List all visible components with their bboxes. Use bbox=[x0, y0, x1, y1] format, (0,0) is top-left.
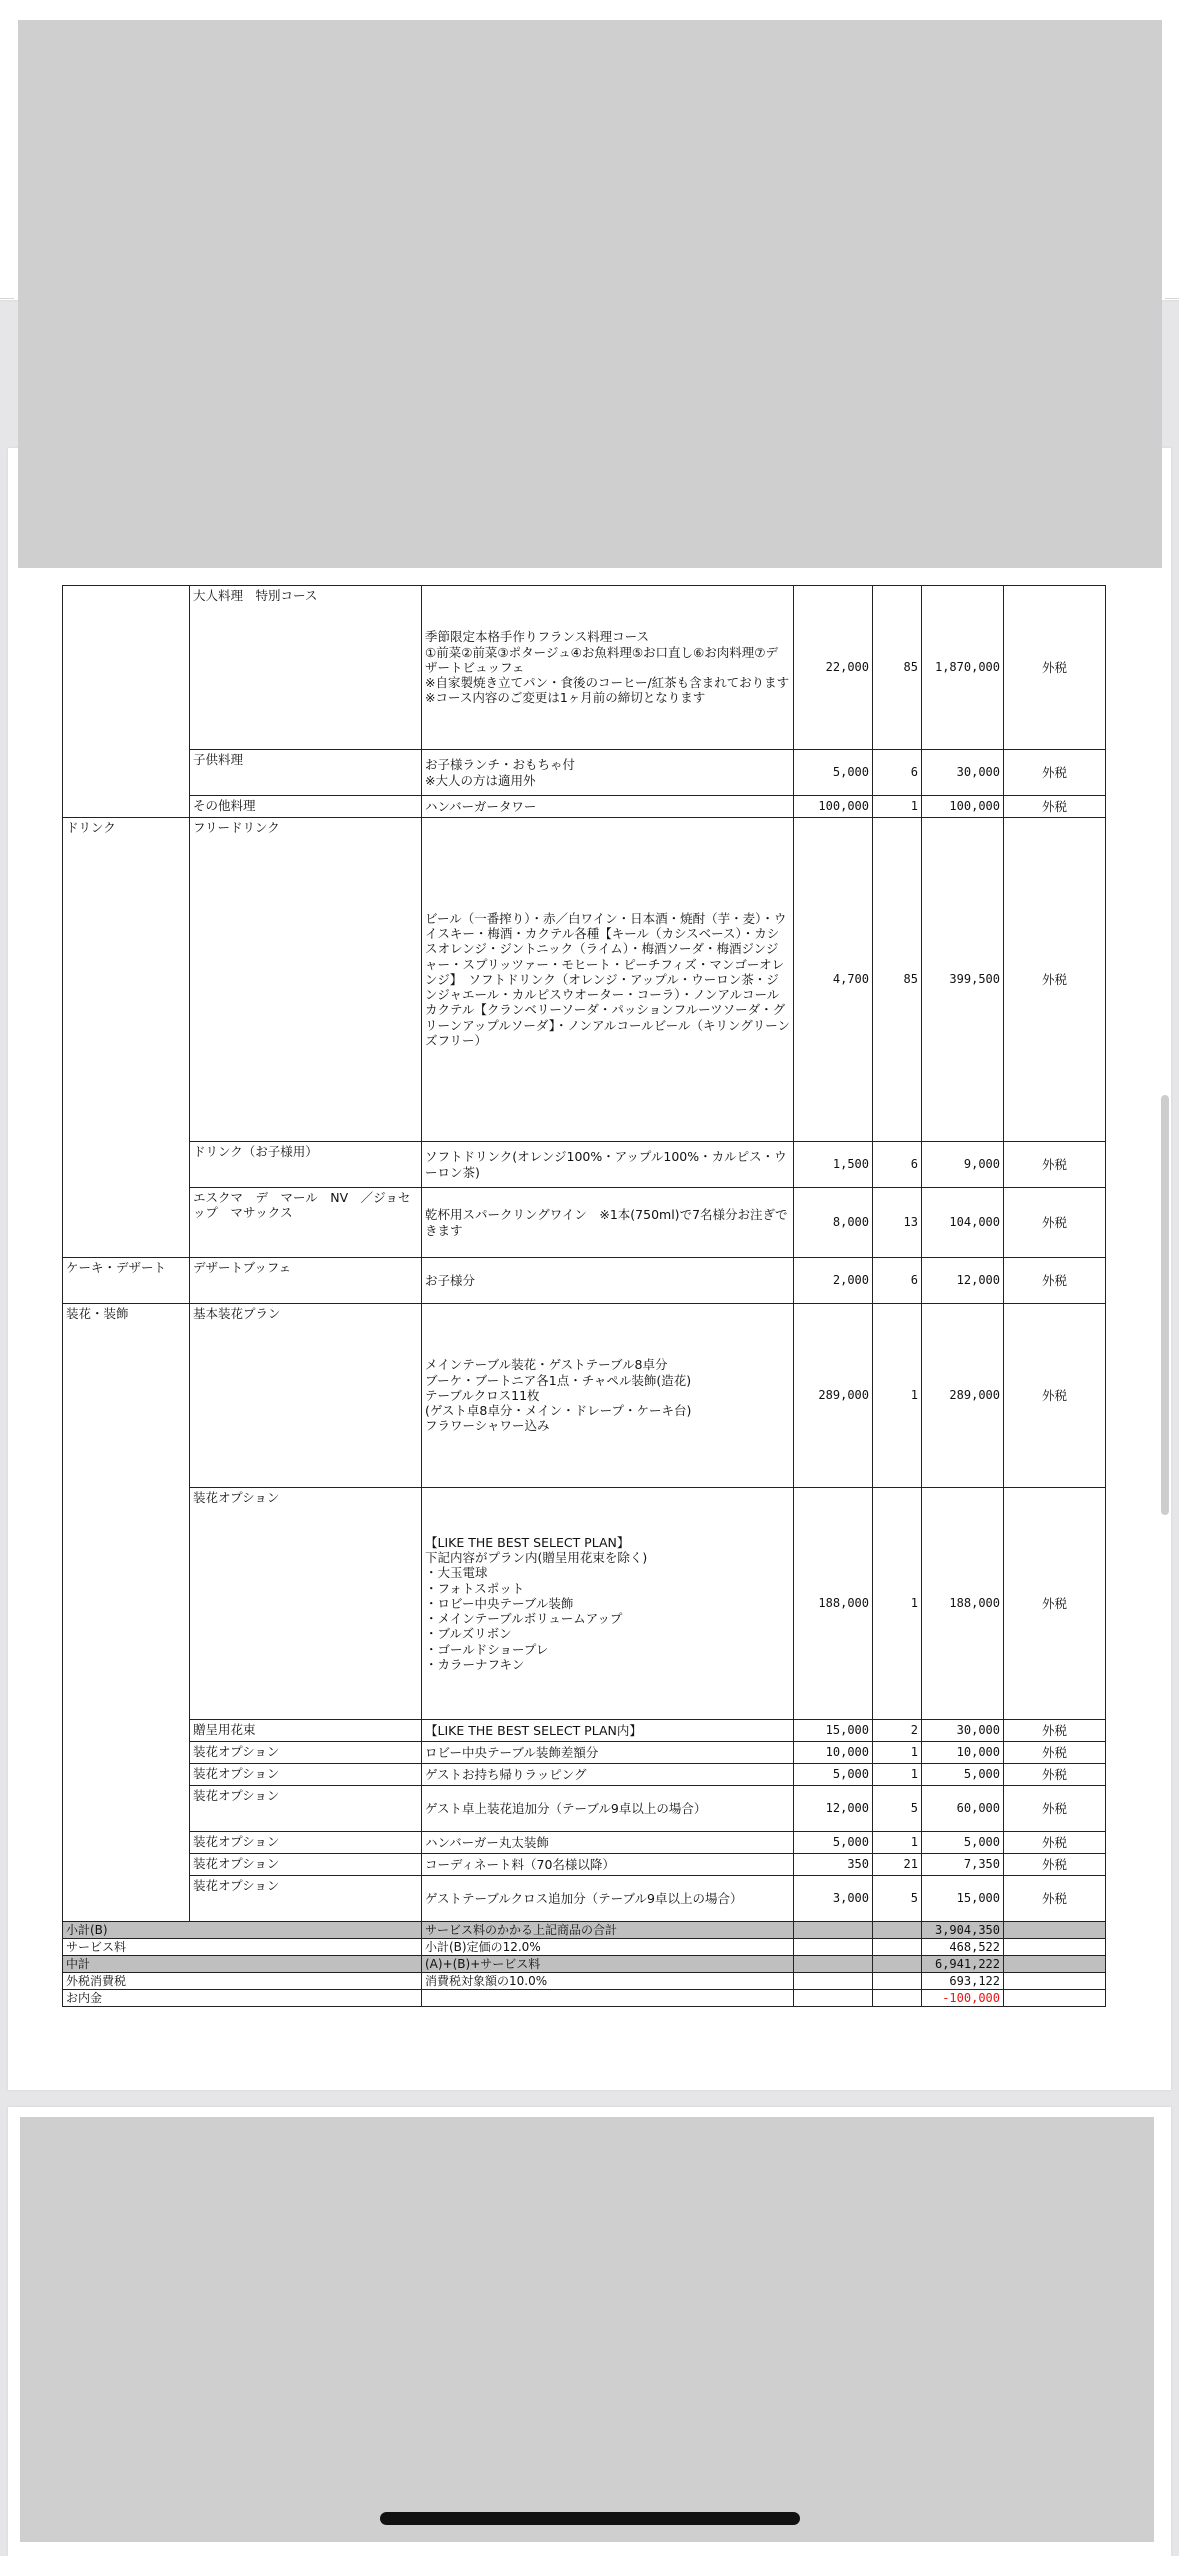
description-cell bbox=[422, 818, 794, 1142]
quantity-cell: 1 bbox=[873, 1764, 922, 1786]
description-line: ※大人の方は適用外 bbox=[425, 772, 536, 788]
quantity-cell: 6 bbox=[873, 750, 922, 796]
tax-cell: 外税 bbox=[1004, 1258, 1106, 1304]
tax-cell: 外税 bbox=[1004, 1854, 1106, 1876]
summary-amount: 3,904,350 bbox=[922, 1922, 1004, 1939]
item-cell: 装花オプション bbox=[190, 1876, 422, 1922]
description-cell bbox=[422, 586, 794, 750]
description-line: ゲスト卓上装花追加分（テーブル9卓以上の場合） bbox=[425, 1800, 707, 1816]
summary-amount: -100,000 bbox=[922, 1990, 1004, 2007]
unit-price-cell: 4,700 bbox=[794, 818, 873, 1142]
description-line: ロビー中央テーブル装飾差額分 bbox=[425, 1744, 599, 1760]
amount-cell: 10,000 bbox=[922, 1742, 1004, 1764]
redacted-area bbox=[18, 20, 1162, 568]
unit-price-cell: 5,000 bbox=[794, 750, 873, 796]
quantity-cell: 1 bbox=[873, 1832, 922, 1854]
description-line: ブーケ・ブートニア各1点・チャペル装飾(造花) bbox=[425, 1372, 692, 1388]
item-cell: 装花オプション bbox=[190, 1832, 422, 1854]
item-cell: 大人料理 特別コース bbox=[190, 586, 422, 750]
tax-cell: 外税 bbox=[1004, 1764, 1106, 1786]
tax-cell: 外税 bbox=[1004, 1488, 1106, 1720]
description-line: 乾杯用スパークリングワイン ※1本(750ml)で7名様分お注ぎできます bbox=[425, 1207, 788, 1238]
summary-empty bbox=[873, 1990, 922, 2007]
description-line: ・フォトスポット bbox=[425, 1580, 525, 1596]
summary-description: (A)+(B)+サービス料 bbox=[422, 1956, 794, 1973]
item-cell: デザートブッフェ bbox=[190, 1258, 422, 1304]
item-cell: 装花オプション bbox=[190, 1742, 422, 1764]
table-row bbox=[63, 1142, 1106, 1188]
description-line: テーブルクロス11枚 bbox=[425, 1387, 540, 1403]
tax-cell: 外税 bbox=[1004, 796, 1106, 818]
description-line: 下記内容がプラン内(贈呈用花束を除く) bbox=[425, 1550, 648, 1566]
summary-label: サービス料 bbox=[63, 1939, 422, 1956]
description-line: ビール（一番搾り）・赤／白ワイン・日本酒・焼酎（芋・麦）・ウイスキー・梅酒・カクテル各種【キール（カシスベース）・カシスオレンジ・ジントニック（ライム）・梅酒ソーダ・梅酒ジンジャー・スプリッツァー・モヒート・ピーチフィズ・マンゴーオレンジ】 ソフトドリンク（オレンジ・アップル・ウーロン茶・ジンジャエール・カルピスウオーター・コーラ）・ノンアルコールカクテル【クランベリーソーダ・パッションフルーツソーダ・グリーンアップルソーダ】・ノンアルコールビール（キリングリーンズフリー） bbox=[425, 910, 791, 1048]
page-edge bbox=[1165, 298, 1179, 299]
summary-label: 中計 bbox=[63, 1956, 422, 1973]
table-row bbox=[63, 1258, 1106, 1304]
description-line: ・メインテーブルボリュームアップ bbox=[425, 1611, 623, 1627]
tax-cell: 外税 bbox=[1004, 1832, 1106, 1854]
item-cell: 基本装花プラン bbox=[190, 1304, 422, 1488]
item-cell: 装花オプション bbox=[190, 1764, 422, 1786]
summary-empty bbox=[1004, 1973, 1106, 1990]
description-line: コーディネート料（70名様以降） bbox=[425, 1856, 615, 1872]
unit-price-cell: 5,000 bbox=[794, 1764, 873, 1786]
summary-empty bbox=[873, 1956, 922, 1973]
description-line: ※コース内容のご変更は1ヶ月前の締切となります bbox=[425, 690, 706, 706]
category-cell: ケーキ・デザート bbox=[63, 1258, 190, 1304]
table-row bbox=[63, 1188, 1106, 1258]
unit-price-cell: 1,500 bbox=[794, 1142, 873, 1188]
description-line: ソフトドリンク(オレンジ100%・アップル100%・カルピス・ウーロン茶) bbox=[425, 1149, 787, 1180]
description-line: ・ブルズリボン bbox=[425, 1626, 512, 1642]
estimate-table bbox=[62, 585, 1106, 2007]
category-cell bbox=[63, 586, 190, 818]
home-indicator[interactable] bbox=[380, 2512, 800, 2525]
amount-cell: 104,000 bbox=[922, 1188, 1004, 1258]
table-row bbox=[63, 1764, 1106, 1786]
item-cell: 装花オプション bbox=[190, 1854, 422, 1876]
description-line: お子様分 bbox=[425, 1272, 476, 1288]
summary-empty bbox=[794, 1922, 873, 1939]
summary-amount: 468,522 bbox=[922, 1939, 1004, 1956]
tax-cell: 外税 bbox=[1004, 1876, 1106, 1922]
unit-price-cell: 350 bbox=[794, 1854, 873, 1876]
description-line: ※自家製焼き立てパン・食後のコーヒー/紅茶も含まれております bbox=[425, 675, 790, 691]
description-line: 【LIKE THE BEST SELECT PLAN内】 bbox=[425, 1722, 642, 1738]
description-cell bbox=[422, 1876, 794, 1922]
unit-price-cell: 15,000 bbox=[794, 1720, 873, 1742]
description-line: ゲストお持ち帰りラッピング bbox=[425, 1766, 587, 1782]
summary-empty bbox=[1004, 1939, 1106, 1956]
summary-empty bbox=[794, 1956, 873, 1973]
amount-cell: 399,500 bbox=[922, 818, 1004, 1142]
summary-row bbox=[63, 1956, 1106, 1973]
redacted-area bbox=[20, 2117, 1154, 2542]
summary-empty bbox=[873, 1939, 922, 1956]
tax-cell: 外税 bbox=[1004, 1720, 1106, 1742]
summary-row bbox=[63, 1973, 1106, 1990]
table-row bbox=[63, 1876, 1106, 1922]
table-row bbox=[63, 1786, 1106, 1832]
amount-cell: 1,870,000 bbox=[922, 586, 1004, 750]
unit-price-cell: 8,000 bbox=[794, 1188, 873, 1258]
description-line: ①前菜②前菜③ポタージュ④お魚料理⑤お口直し⑥お肉料理⑦デザートビュッフェ bbox=[425, 644, 778, 675]
amount-cell: 15,000 bbox=[922, 1876, 1004, 1922]
amount-cell: 7,350 bbox=[922, 1854, 1004, 1876]
summary-empty bbox=[873, 1922, 922, 1939]
unit-price-cell: 3,000 bbox=[794, 1876, 873, 1922]
unit-price-cell: 289,000 bbox=[794, 1304, 873, 1488]
description-line: (ゲスト卓8卓分・メイン・ドレープ・ケーキ台) bbox=[425, 1403, 692, 1419]
quantity-cell: 13 bbox=[873, 1188, 922, 1258]
unit-price-cell: 2,000 bbox=[794, 1258, 873, 1304]
description-cell bbox=[422, 1188, 794, 1258]
description-cell bbox=[422, 1304, 794, 1488]
summary-row bbox=[63, 1990, 1106, 2007]
summary-amount: 6,941,222 bbox=[922, 1956, 1004, 1973]
table-row bbox=[63, 796, 1106, 818]
unit-price-cell: 22,000 bbox=[794, 586, 873, 750]
summary-description: 消費税対象額の10.0% bbox=[422, 1973, 794, 1990]
amount-cell: 9,000 bbox=[922, 1142, 1004, 1188]
table-row bbox=[63, 1304, 1106, 1488]
unit-price-cell: 5,000 bbox=[794, 1832, 873, 1854]
item-cell: 贈呈用花束 bbox=[190, 1720, 422, 1742]
quantity-cell: 21 bbox=[873, 1854, 922, 1876]
item-cell: 装花オプション bbox=[190, 1786, 422, 1832]
tax-cell: 外税 bbox=[1004, 818, 1106, 1142]
summary-empty bbox=[794, 1973, 873, 1990]
summary-label: お内金 bbox=[63, 1990, 422, 2007]
tax-cell: 外税 bbox=[1004, 1304, 1106, 1488]
unit-price-cell: 100,000 bbox=[794, 796, 873, 818]
description-line: ハンバーガータワー bbox=[425, 798, 537, 814]
summary-empty bbox=[1004, 1956, 1106, 1973]
table-row bbox=[63, 586, 1106, 750]
description-line: ・ゴールドショープレ bbox=[425, 1641, 549, 1657]
item-cell: エスクマ デ マール NV ／ジョセップ マサックス bbox=[190, 1188, 422, 1258]
amount-cell: 60,000 bbox=[922, 1786, 1004, 1832]
table-row bbox=[63, 1742, 1106, 1764]
summary-label: 小計(B) bbox=[63, 1922, 422, 1939]
tax-cell: 外税 bbox=[1004, 1188, 1106, 1258]
category-cell: ドリンク bbox=[63, 818, 190, 1258]
quantity-cell: 6 bbox=[873, 1142, 922, 1188]
summary-row bbox=[63, 1939, 1106, 1956]
description-line: 【LIKE THE BEST SELECT PLAN】 bbox=[425, 1534, 630, 1550]
table-row bbox=[63, 1488, 1106, 1720]
quantity-cell: 1 bbox=[873, 1488, 922, 1720]
page-edge bbox=[0, 298, 14, 299]
amount-cell: 30,000 bbox=[922, 750, 1004, 796]
summary-description: サービス料のかかる上記商品の合計 bbox=[422, 1922, 794, 1939]
amount-cell: 100,000 bbox=[922, 796, 1004, 818]
quantity-cell: 85 bbox=[873, 586, 922, 750]
amount-cell: 30,000 bbox=[922, 1720, 1004, 1742]
summary-empty bbox=[1004, 1990, 1106, 2007]
description-cell bbox=[422, 1764, 794, 1786]
category-cell: 装花・装飾 bbox=[63, 1304, 190, 1922]
quantity-cell: 85 bbox=[873, 818, 922, 1142]
description-line: ハンバーガー丸太装飾 bbox=[425, 1834, 549, 1850]
item-cell: ドリンク（お子様用） bbox=[190, 1142, 422, 1188]
table-row bbox=[63, 1854, 1106, 1876]
summary-empty bbox=[794, 1939, 873, 1956]
summary-amount: 693,122 bbox=[922, 1973, 1004, 1990]
summary-row bbox=[63, 1922, 1106, 1939]
description-cell bbox=[422, 1854, 794, 1876]
unit-price-cell: 12,000 bbox=[794, 1786, 873, 1832]
tax-cell: 外税 bbox=[1004, 1786, 1106, 1832]
summary-label: 外税消費税 bbox=[63, 1973, 422, 1990]
item-cell: 子供料理 bbox=[190, 750, 422, 796]
amount-cell: 12,000 bbox=[922, 1258, 1004, 1304]
description-cell bbox=[422, 750, 794, 796]
description-cell bbox=[422, 1488, 794, 1720]
tax-cell: 外税 bbox=[1004, 750, 1106, 796]
description-line: お子様ランチ・おもちゃ付 bbox=[425, 757, 576, 773]
amount-cell: 5,000 bbox=[922, 1764, 1004, 1786]
quantity-cell: 1 bbox=[873, 1742, 922, 1764]
summary-empty bbox=[794, 1990, 873, 2007]
quantity-cell: 5 bbox=[873, 1876, 922, 1922]
scrollbar-thumb[interactable] bbox=[1161, 1095, 1169, 1515]
summary-description bbox=[422, 1990, 794, 2007]
table-row bbox=[63, 750, 1106, 796]
quantity-cell: 1 bbox=[873, 796, 922, 818]
description-cell bbox=[422, 1720, 794, 1742]
tax-cell: 外税 bbox=[1004, 586, 1106, 750]
description-cell bbox=[422, 1742, 794, 1764]
description-line: フラワーシャワー込み bbox=[425, 1418, 550, 1434]
unit-price-cell: 188,000 bbox=[794, 1488, 873, 1720]
table-row bbox=[63, 1720, 1106, 1742]
description-line: 季節限定本格手作りフランス料理コース bbox=[425, 629, 650, 645]
description-cell bbox=[422, 1258, 794, 1304]
quantity-cell: 5 bbox=[873, 1786, 922, 1832]
description-cell bbox=[422, 1142, 794, 1188]
item-cell: フリードリンク bbox=[190, 818, 422, 1142]
description-line: ・大玉電球 bbox=[425, 1565, 488, 1581]
amount-cell: 5,000 bbox=[922, 1832, 1004, 1854]
description-line: ・ロビー中央テーブル装飾 bbox=[425, 1595, 574, 1611]
description-line: メインテーブル装花・ゲストテーブル8卓分 bbox=[425, 1357, 668, 1373]
quantity-cell: 2 bbox=[873, 1720, 922, 1742]
summary-empty bbox=[1004, 1922, 1106, 1939]
description-line: ゲストテーブルクロス追加分（テーブル9卓以上の場合） bbox=[425, 1890, 743, 1906]
summary-empty bbox=[873, 1973, 922, 1990]
table-row bbox=[63, 1832, 1106, 1854]
unit-price-cell: 10,000 bbox=[794, 1742, 873, 1764]
item-cell: 装花オプション bbox=[190, 1488, 422, 1720]
description-cell bbox=[422, 796, 794, 818]
amount-cell: 289,000 bbox=[922, 1304, 1004, 1488]
amount-cell: 188,000 bbox=[922, 1488, 1004, 1720]
description-cell bbox=[422, 1832, 794, 1854]
tax-cell: 外税 bbox=[1004, 1142, 1106, 1188]
table-row bbox=[63, 818, 1106, 1142]
quantity-cell: 1 bbox=[873, 1304, 922, 1488]
item-cell: その他料理 bbox=[190, 796, 422, 818]
summary-description: 小計(B)定価の12.0% bbox=[422, 1939, 794, 1956]
quantity-cell: 6 bbox=[873, 1258, 922, 1304]
tax-cell: 外税 bbox=[1004, 1742, 1106, 1764]
description-cell bbox=[422, 1786, 794, 1832]
description-line: ・カラーナフキン bbox=[425, 1656, 525, 1672]
